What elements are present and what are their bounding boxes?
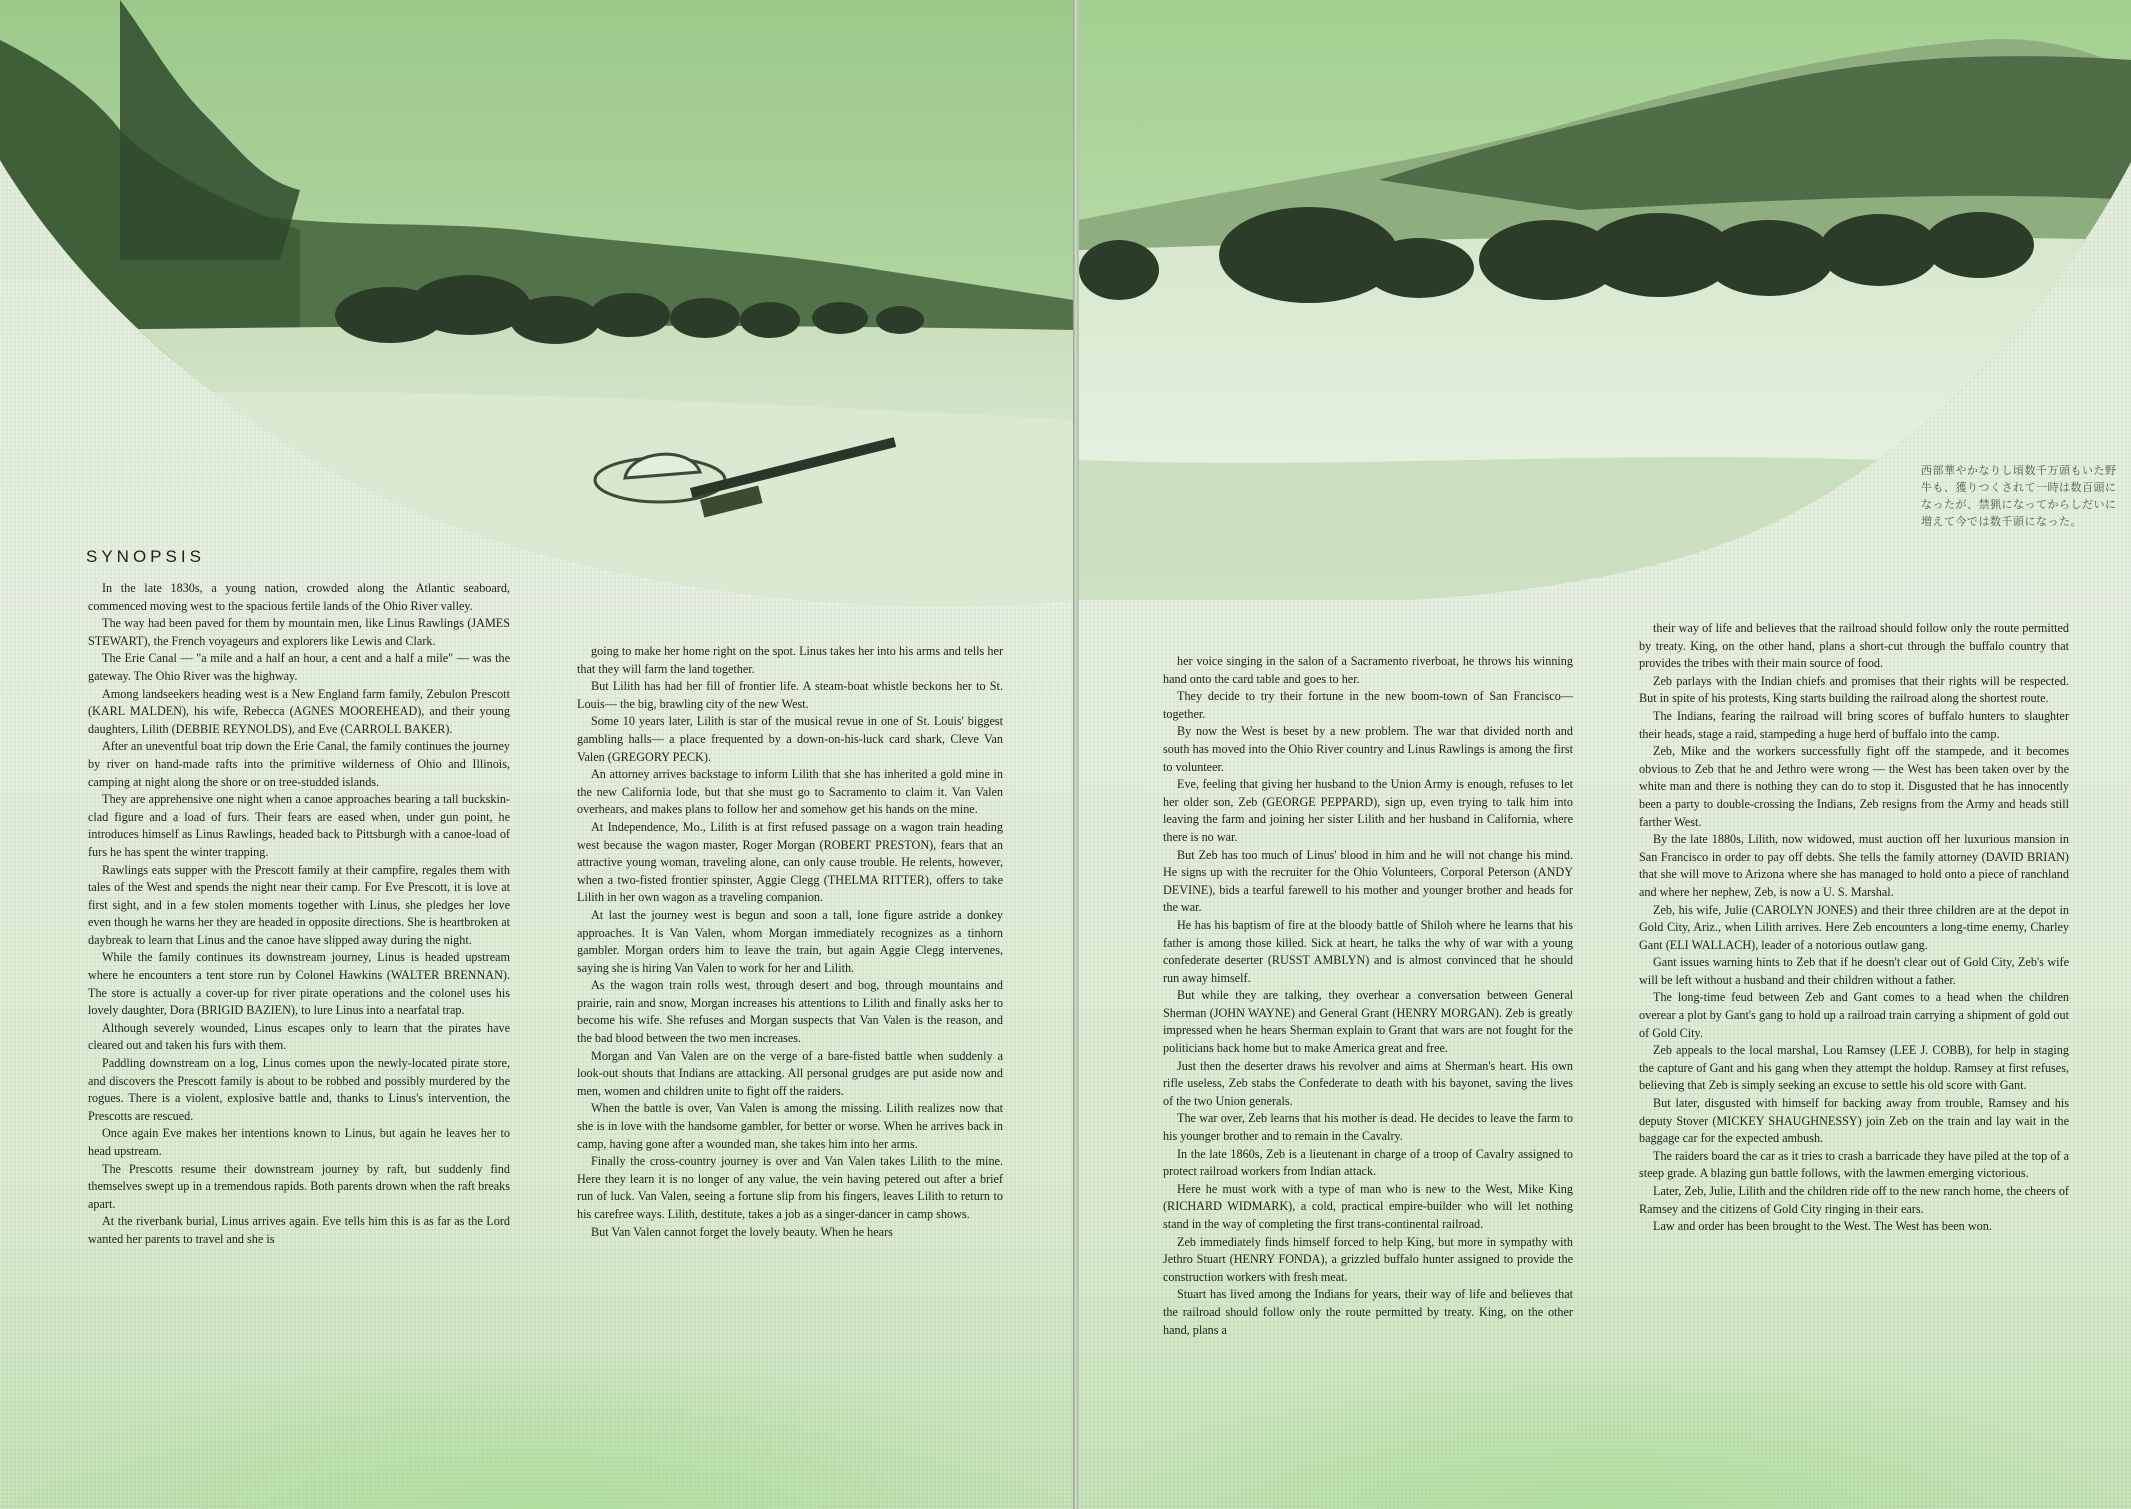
text-column-2 [577, 643, 1003, 1463]
text-column-3 [1163, 653, 1573, 1473]
synopsis-paragraph: Gant issues warning hints to Zeb that if he doesn't clear out of Gold City, Zeb's wife will be left without a husband and their children without a father. [1639, 955, 2069, 987]
synopsis-paragraph: In the late 1830s, a young nation, crowded along the Atlantic seaboard, commenced moving west to the spacious fertile lands of the Ohio River valley. [88, 581, 510, 613]
synopsis-paragraph: When the battle is over, Van Valen is among the missing. Lilith realizes now that she is in love with the handsome gambler, for better or worse. When he arrives back in camp, having gone after a wounded man, she takes him into her arms. [577, 1101, 1003, 1151]
synopsis-paragraph: At the riverbank burial, Linus arrives again. Eve tells him this is as far as the Lord wanted her parents to travel and she is [88, 1214, 510, 1246]
buffalo-herd-photo-left [0, 0, 1074, 610]
synopsis-paragraph: Among landseekers heading west is a New England farm family, Zebulon Prescott (KARL MALDEN), his wife, Rebecca (AGNES MOOREHEAD), and their young daughters, Lilith (DEBBIE REYNOLDS), and Eve (CARROLL BAKER). [88, 686, 510, 736]
synopsis-paragraph: Some 10 years later, Lilith is star of the musical revue in one of St. Louis' biggest gambling halls— a place frequented by a down-on-his-luck card shark, Cleve Van Valen (GREGORY PECK). [577, 714, 1003, 764]
synopsis-paragraph: Stuart has lived among the Indians for years, their way of life and believes that the railroad should follow only the route permitted by treaty. King, on the other hand, plans a [1163, 1287, 1573, 1337]
synopsis-paragraph: The raiders board the car as it tries to crash a barricade they have piled at the top of a steep grade. A blazing gun battle follows, with the lawmen emerging victorious. [1639, 1148, 2069, 1181]
synopsis-paragraph: Just then the deserter draws his revolver and aims at Sherman's heart. His own rifle useless, Zeb stabs the Confederate to death with his bayonet, saving the lives of the two Union generals. [1163, 1058, 1573, 1108]
synopsis-paragraph: At Independence, Mo., Lilith is at first refused passage on a wagon train heading west because the wagon master, Roger Morgan (ROBERT PRESTON), fears that an attractive young woman, traveling alone, can only cause trouble. He relents, however, when a two-fisted frontier spinster, Aggie Clegg (THELMA RITTER), offers to take Lilith in her own wagon as a traveling companion. [577, 819, 1003, 905]
synopsis-paragraph: Once again Eve makes her intentions known to Linus, but again he leaves her to head upstream. [88, 1126, 510, 1158]
synopsis-paragraph: But later, disgusted with himself for backing away from trouble, Ramsey and his deputy Stover (MICKEY SHAUGHNESSY) join Zeb on the train and lay wait in the baggage car for the expected ambush. [1639, 1096, 2069, 1146]
synopsis-paragraph: An attorney arrives backstage to inform Lilith that she has inherited a gold mine in the new California lode, but that she must go to Sacramento to claim it. Van Valen overhears, and makes plans to follow her and somehow get his hands on the mine. [577, 767, 1003, 817]
synopsis-paragraph: Zeb immediately finds himself forced to help King, but more in sympathy with Jethro Stuart (HENRY FONDA), a grizzled buffalo hunter assigned to provide the construction workers with fresh meat. [1163, 1234, 1573, 1284]
photo-left-art [0, 0, 1074, 610]
synopsis-paragraph: Zeb parlays with the Indian chiefs and promises that their rights will be respected. But in spite of his protests, King starts building the railroad along the shortest route. [1639, 673, 2069, 706]
synopsis-paragraph: Eve, feeling that giving her husband to the Union Army is enough, refuses to let her older son, Zeb (GEORGE PEPPARD), sign up, even trying to talk him into leaving the farm and joining her sister Lilith and her husband in California, where there is no war. [1163, 777, 1573, 844]
synopsis-paragraph: But while they are talking, they overhear a conversation between General Sherman (JOHN WAYNE) and General Grant (HENRY MORGAN). Zeb is greatly impressed when he hears Sherman explain to Grant that wars are not fought for the politicians back home but to make America great and free. [1163, 988, 1573, 1056]
synopsis-paragraph: They decide to try their fortune in the new boom-town of San Francisco—together. [1163, 689, 1573, 721]
synopsis-paragraph: The Prescotts resume their downstream journey by raft, but suddenly find themselves swept up in a tremendous rapids. Both parents drown when the raft breaks apart. [88, 1161, 510, 1211]
japanese-caption: 西部華やかなりし頃数千万頭もいた野牛も、獲りつくされて一時は数百頭になったが、禁猟になってからしだいに増えて今では数千頭になった。 [1921, 464, 2117, 528]
synopsis-paragraph: The Erie Canal — "a mile and a half an hour, a cent and a half a mile" — was the gateway. The Ohio River was the highway. [88, 651, 510, 683]
text-column-4 [1639, 620, 2069, 1470]
synopsis-paragraph: Zeb, Mike and the workers successfully fight off the stampede, and it becomes obvious to Zeb that he and Jethro were wrong — the West has been taken over by the white man and there is nothing they can do to stop it. Disgusted that he has innocently been a party to double-crossing the Indians, Zeb resigns from the Army and heads still farther West. [1639, 744, 2069, 829]
synopsis-paragraph: Here he must work with a type of man who is new to the West, Mike King (RICHARD WIDMARK), a cold, practical empire-builder who will let nothing stand in the way of completing the first trans-continental railroad. [1163, 1181, 1573, 1231]
synopsis-paragraph: While the family continues its downstream journey, Linus is headed upstream where he encounters a tent store run by Colonel Hawkins (WALTER BRENNAN). The store is actually a cover-up for river pirate operations and the colonel uses his lovely daughter, Dora (BRIGID BAZIEN), to lure Linus into a nearfatal trap. [88, 950, 510, 1018]
synopsis-paragraph: Zeb appeals to the local marshal, Lou Ramsey (LEE J. COBB), for help in staging the capture of Gant and his gang when they attempt the holdup. Ramsey at first refuses, believing that Zeb is simply seeking an excuse to settle his old score with Gant. [1639, 1043, 2069, 1093]
synopsis-paragraph: The long-time feud between Zeb and Gant comes to a head when the children overear a plot by Gant's gang to hold up a railroad train carrying a shipment of gold out of Gold City. [1639, 990, 2069, 1040]
text-column-1 [88, 580, 510, 1460]
right-page [1078, 0, 2131, 1509]
synopsis-paragraph: By now the West is beset by a new problem. The war that divided north and south has moved into the Ohio River country and Linus Rawlings is among the first to volunteer. [1163, 724, 1573, 774]
synopsis-paragraph: Morgan and Van Valen are on the verge of a bare-fisted battle when suddenly a look-out shouts that Indians are attacking. All personal grudges are put aside now and men, women and children unite to fight off the raiders. [577, 1048, 1003, 1098]
synopsis-paragraph: Law and order has been brought to the West. The West has been won. [1653, 1219, 1992, 1234]
synopsis-paragraph: Finally the cross-country journey is over and Van Valen takes Lilith to the mine. Here they learn it is no longer of any value, the vein having petered out after a brief run of luck. Van Valen, seeing a fortune slip from his fingers, leaves Lilith to return to his carefree ways. Lilith, destitute, takes a job as a singer-dancer in camp shows. [577, 1154, 1003, 1221]
synopsis-paragraph: going to make her home right on the spot. Linus takes her into his arms and tells her that they will farm the land together. [577, 644, 1003, 676]
synopsis-paragraph: In the late 1860s, Zeb is a lieutenant in charge of a troop of Cavalry assigned to protect railroad workers from Indian attack. [1163, 1146, 1573, 1179]
synopsis-paragraph: Rawlings eats supper with the Prescott family at their campfire, regales them with tales of the West and spends the night near their camp. For Eve Prescott, it is love at first sight, and in a few stolen moments together with Linus, she pledges her love even though he warns her they are headed in opposite directions. She is heartbroken at daybreak to learn that Linus and the canoe have slipped away during the night. [88, 862, 510, 947]
synopsis-paragraph: their way of life and believes that the railroad should follow only the route permitted by treaty. King, on the other hand, plans a short-cut through the buffalo country that provides the tribes with their main source of food. [1639, 621, 2069, 671]
synopsis-paragraph: But Lilith has had her fill of frontier life. A steam-boat whistle beckons her to St. Louis— the big, brawling city of the new West. [577, 679, 1003, 711]
synopsis-paragraph: After an uneventful boat trip down the Erie Canal, the family continues the journey by river on hand-made rafts into the primitive wilderness of Ohio and Illinois, camping at night along the shore or on tree-studded islands. [88, 739, 510, 789]
synopsis-paragraph: But Van Valen cannot forget the lovely beauty. When he hears [591, 1224, 893, 1239]
synopsis-paragraph: He has his baptism of fire at the bloody battle of Shiloh where he learns that his father is among those killed. Sick at heart, he talks the why of war with a young confederate deserter (RUSST AMBLYN) and is almost convinced that he should run away himself. [1163, 917, 1573, 985]
synopsis-paragraph: her voice singing in the salon of a Sacramento riverboat, he throws his winning hand onto the card table and goes to her. [1163, 654, 1573, 686]
synopsis-paragraph: Later, Zeb, Julie, Lilith and the children ride off to the new ranch home, the cheers of Ramsey and the citizens of Gold City ringing in their ears. [1639, 1184, 2069, 1216]
synopsis-paragraph: They are apprehensive one night when a canoe approaches bearing a tall buckskin-clad figure and a load of furs. Their fears are eased when, under gun point, he introduces himself as Linus Rawlings, headed back to Pittsburgh with a canoe-load of furs he has spent the winter trapping. [88, 792, 510, 859]
synopsis-paragraph: The way had been paved for them by mountain men, like Linus Rawlings (JAMES STEWART), the French voyageurs and explorers like Lewis and Clark. [88, 616, 510, 648]
synopsis-paragraph: As the wagon train rolls west, through desert and bog, through mountains and prairie, rain and snow, Morgan increases his attentions to Lilith and finally asks her to become his wife. She refuses and Morgan suspects that Van Valen is the reason, and the bad blood between the two men increases. [577, 978, 1003, 1046]
synopsis-paragraph: The war over, Zeb learns that his mother is dead. He decides to leave the farm to his younger brother and to remain in the Cavalry. [1163, 1111, 1573, 1144]
synopsis-paragraph: But Zeb has too much of Linus' blood in him and he will not change his mind. He signs up with the recruiter for the Ohio Volunteers, Corporal Peterson (ANDY DEVINE), bids a tearful farewell to his mother and younger brother and heads for the war. [1163, 847, 1573, 915]
synopsis-heading: SYNOPSIS [86, 547, 205, 566]
synopsis-paragraph: Although severely wounded, Linus escapes only to learn that the pirates have cleared out and taken his furs with them. [88, 1020, 510, 1053]
synopsis-paragraph: The Indians, fearing the railroad will bring scores of buffalo hunters to slaughter their heads, stage a raid, stampeding a huge herd of buffalo into the camp. [1639, 708, 2069, 741]
synopsis-paragraph: Zeb, his wife, Julie (CAROLYN JONES) and their three children are at the depot in Gold City, Ariz., when Lilith arrives. Here Zeb encounters a long-time enemy, Charley Gant (ELI WALLACH), leader of a notorious outlaw gang. [1639, 902, 2069, 952]
synopsis-paragraph: At last the journey west is begun and soon a tall, lone figure astride a donkey approaches. It is Van Valen, whom Morgan immediately recognizes as a tinhorn gambler. Morgan orders him to leave the train, but again Aggie Clegg intervenes, saying she is hiring Van Valen to work for her and Lilith. [577, 907, 1003, 975]
synopsis-paragraph: Paddling downstream on a log, Linus comes upon the newly-located pirate store, and discovers the Prescott family is about to be robbed and possibly murdered by the rogues. There is a violent, explosive battle and, thanks to Linus's intervention, the Prescotts are rescued. [88, 1056, 510, 1123]
synopsis-paragraph: By the late 1880s, Lilith, now widowed, must auction off her luxurious mansion in San Francisco in order to pay off debts. She tells the family attorney (DAVID BRIAN) that she will move to Arizona where she has managed to hold onto a piece of ranchland and where her nephew, Zeb, is now a U. S. Marshal. [1639, 832, 2069, 899]
